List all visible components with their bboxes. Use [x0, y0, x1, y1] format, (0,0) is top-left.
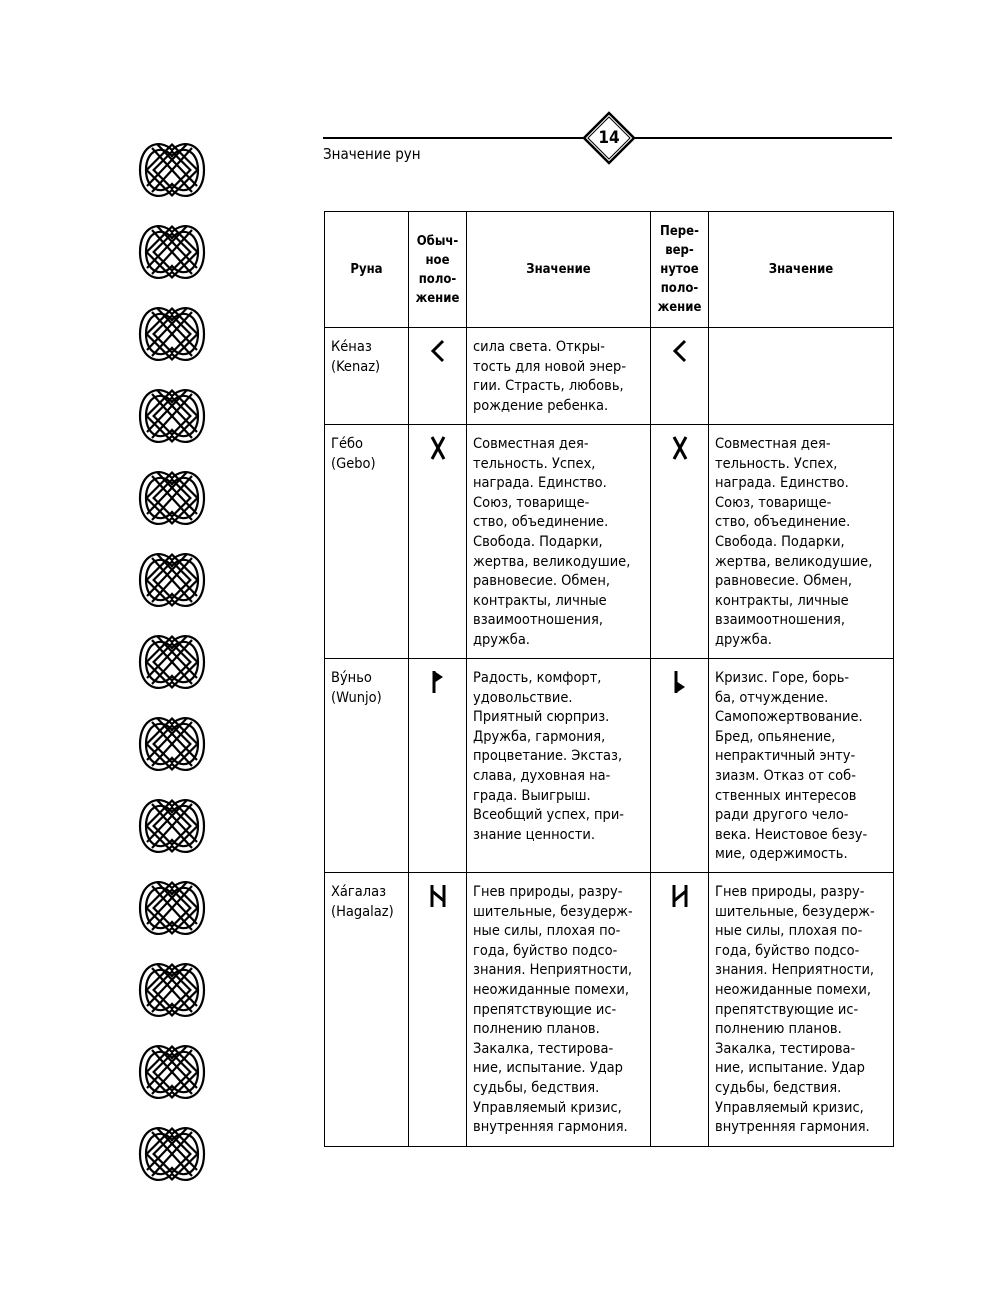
header-rune: Руна: [325, 212, 409, 328]
celtic-knot-icon: [130, 950, 214, 1030]
celtic-knot-icon: [130, 868, 214, 948]
celtic-knot-icon: [130, 1114, 214, 1194]
celtic-knot-icon: [130, 1032, 214, 1112]
gebo-rune-icon: [409, 425, 467, 659]
header-reversed-meaning: Значение: [709, 212, 894, 328]
header-reversed: Пере- вер- нутое поло- жение: [651, 212, 709, 328]
section-title: Значение рун: [323, 145, 421, 163]
celtic-knot-icon: [130, 458, 214, 538]
reversed-meaning: Гнев природы, разру- шительные, безудерж- ные силы, плохая по- года, буйство подсо- знания. Неприятности, неожиданные помехи, препятствующие ис- полнению планов. Закалка, тестирова- ние, испытание. Удар судьбы, бедствия. Управляемый кризис, внутренняя гармония.: [709, 873, 894, 1147]
upright-meaning: Совместная дея- тельность. Успех, награда. Единство. Союз, товарище- ство, объединение. Свобода. Подарки, жертва, великодушие, равновесие. Обмен, контракты, личные взаимоотношения, дружба.: [467, 425, 651, 659]
celtic-knot-icon: [130, 786, 214, 866]
celtic-knot-icon: [130, 376, 214, 456]
rune-name: Ха́галаз (Hagalaz): [325, 873, 409, 1147]
rune-name: Ге́бо (Gebo): [325, 425, 409, 659]
celtic-knot-border: [130, 130, 220, 1196]
celtic-knot-icon: [130, 212, 214, 292]
header-rule-left: [323, 137, 585, 139]
rune-name: Ке́наз (Kenaz): [325, 328, 409, 425]
rune-name: Ву́ньо (Wunjo): [325, 659, 409, 873]
upright-meaning: сила света. Откры- тость для новой энер- гии. Страсть, любовь, рождение ребенка.: [467, 328, 651, 425]
runes-table: [324, 211, 894, 1147]
celtic-knot-icon: [130, 294, 214, 374]
header-meaning: Значение: [467, 212, 651, 328]
header-rule-right: [630, 137, 892, 139]
reversed-meaning: [709, 328, 894, 425]
celtic-knot-icon: [130, 622, 214, 702]
header-upright: Обыч- ное поло- жение: [409, 212, 467, 328]
celtic-knot-icon: [130, 130, 214, 210]
table-row: [325, 873, 894, 1147]
table-header-row: [325, 212, 894, 328]
kenaz-rune-icon: [409, 328, 467, 425]
upright-meaning: Гнев природы, разру- шительные, безудерж- ные силы, плохая по- года, буйство подсо- знания. Неприятности, неожиданные помехи, препятствующие ис- полнению планов. Закалка, тестирова- ние, испытание. Удар судьбы, бедствия. Управляемый кризис, внутренняя гармония.: [467, 873, 651, 1147]
table-row: [325, 659, 894, 873]
page-number: 14: [598, 128, 620, 148]
kenaz-reversed-rune-icon: [651, 328, 709, 425]
reversed-meaning: Совместная дея- тельность. Успех, награда. Единство. Союз, товарище- ство, объединение. Свобода. Подарки, жертва, великодушие, равновесие. Обмен, контракты, личные взаимоотношения, дружба.: [709, 425, 894, 659]
wunjo-rune-icon: [409, 659, 467, 873]
wunjo-reversed-rune-icon: [651, 659, 709, 873]
hagalaz-reversed-rune-icon: [651, 873, 709, 1147]
table-row: [325, 425, 894, 659]
celtic-knot-icon: [130, 704, 214, 784]
reversed-meaning: Кризис. Горе, борь- ба, отчуждение. Самопожертвование. Бред, опьянение, непрактичный энту- зиазм. Отказ от соб- ственных интересов ради другого чело- века. Неистовое безу- мие, одержимость.: [709, 659, 894, 873]
upright-meaning: Радость, комфорт, удовольствие. Приятный сюрприз. Дружба, гармония, процветание. Экстаз, слава, духовная на- града. Выигрыш. Всеобщий успех, при- знание ценности.: [467, 659, 651, 873]
table-row: [325, 328, 894, 425]
celtic-knot-icon: [130, 540, 214, 620]
hagalaz-rune-icon: [409, 873, 467, 1147]
gebo-reversed-rune-icon: [651, 425, 709, 659]
